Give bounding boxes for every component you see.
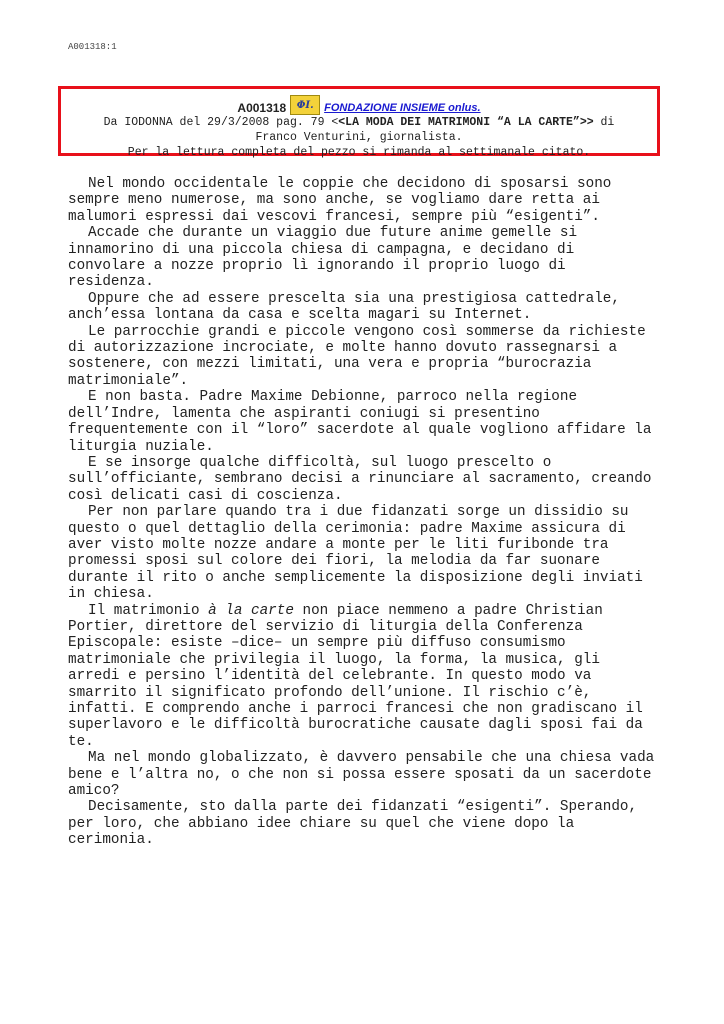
document-code: A001318 — [237, 101, 287, 115]
header-box — [58, 86, 660, 159]
article-body — [68, 176, 658, 849]
foundation-link[interactable]: FONDAZIONE INSIEME onlus. — [324, 102, 481, 114]
paragraph — [68, 603, 658, 751]
source-suffix: di — [593, 116, 615, 129]
logo-text: ΦI. — [296, 99, 314, 111]
paragraph: Ma nel mondo globalizzato, è davvero pensabile che una chiesa vada bene e l’altra no, o che non si possa essere sposati da un sacerdote amico? — [68, 750, 655, 800]
reading-note: Per la lettura completa del pezzo si rimanda al settimanale citato. — [127, 146, 591, 159]
paragraph: Nel mondo occidentale le coppie che decidono di sposarsi sono sempre meno numerose, ma sono anche, se vogliamo dare retta ai malumori espressi dai vescovi francesi, sempre più “esigenti”. — [68, 176, 612, 225]
paragraph-text: Il matrimonio — [88, 602, 209, 619]
paragraph: E non basta. Padre Maxime Debionne, parroco nella regione dell’Indre, lamenta che aspiranti coniugi si presentino frequentemente con il “loro” sacerdote al quale vogliono affidare la liturgia nuziale. — [68, 389, 652, 455]
source-line — [61, 115, 657, 130]
paragraph: Oppure che ad essere prescelta sia una prestigiosa cattedrale, anch’essa lontana da casa e scelta magari su Internet. — [68, 290, 620, 324]
article-title: <LA MODA DEI MATRIMONI “A LA CARTE”>> — [338, 116, 594, 129]
paragraph: E se insorge qualche difficoltà, sul luogo prescelto o sull’officiante, sembrano decisi a rinunciare al sacramento, creando così delicati casi di coscienza. — [68, 454, 652, 504]
paragraph: Decisamente, sto dalla parte dei fidanzati “esigenti”. Sperando, per loro, che abbiano idee chiare su quel che viene dopo la cerimonia. — [68, 799, 638, 849]
header-title-row — [61, 93, 657, 115]
paragraph-italic: à la carte — [208, 602, 294, 619]
paragraph-text: non piace nemmeno a padre Christian Portier, direttore del servizio di liturgia della Conferenza Episcopale: esiste –dice– un sempre più diffuso consumismo matrimoniale che privilegia il luogo, la forma, la musica, gli arredi e persino l’identità del celebrante. In questo modo va smarrito il significato profondo dell’unione. Il rischio c’è, infatti. E comprendo anche i parroci francesi che non gradiscano il superlavoro e le difficoltà burocratiche causate dagli sposi fai da te. — [68, 602, 643, 750]
paragraph: Per non parlare quando tra i due fidanzati sorge un dissidio su questo o quel dettaglio della cerimonia: padre Maxime assicura di aver visto molte nozze andare a monte per le liti furibonde tra promessi sposi sul colore dei fiori, la melodia da far suonare durante il rito o anche semplicemente la disposizione degli inviati in chiesa. — [68, 504, 643, 603]
paragraph: Accade che durante un viaggio due future anime gemelle si innamorino di una piccola chiesa di campagna, e decidano di convolare a nozze proprio lì ignorando il proprio luogo di residenza. — [68, 225, 578, 291]
foundation-logo-icon — [290, 95, 320, 115]
paragraph: Le parrocchie grandi e piccole vengono così sommerse da richieste di autorizzazione incrociate, e molte hanno dovuto rassegnarsi a sostenere, con mezzi limitati, una vera e propria “burocrazia matrimoniale”. — [68, 323, 646, 389]
page-id: A001318:1 — [68, 42, 117, 52]
source-prefix: Da IODONNA del 29/3/2008 pag. 79 < — [103, 116, 339, 129]
author-line: Franco Venturini, giornalista. — [255, 131, 463, 144]
